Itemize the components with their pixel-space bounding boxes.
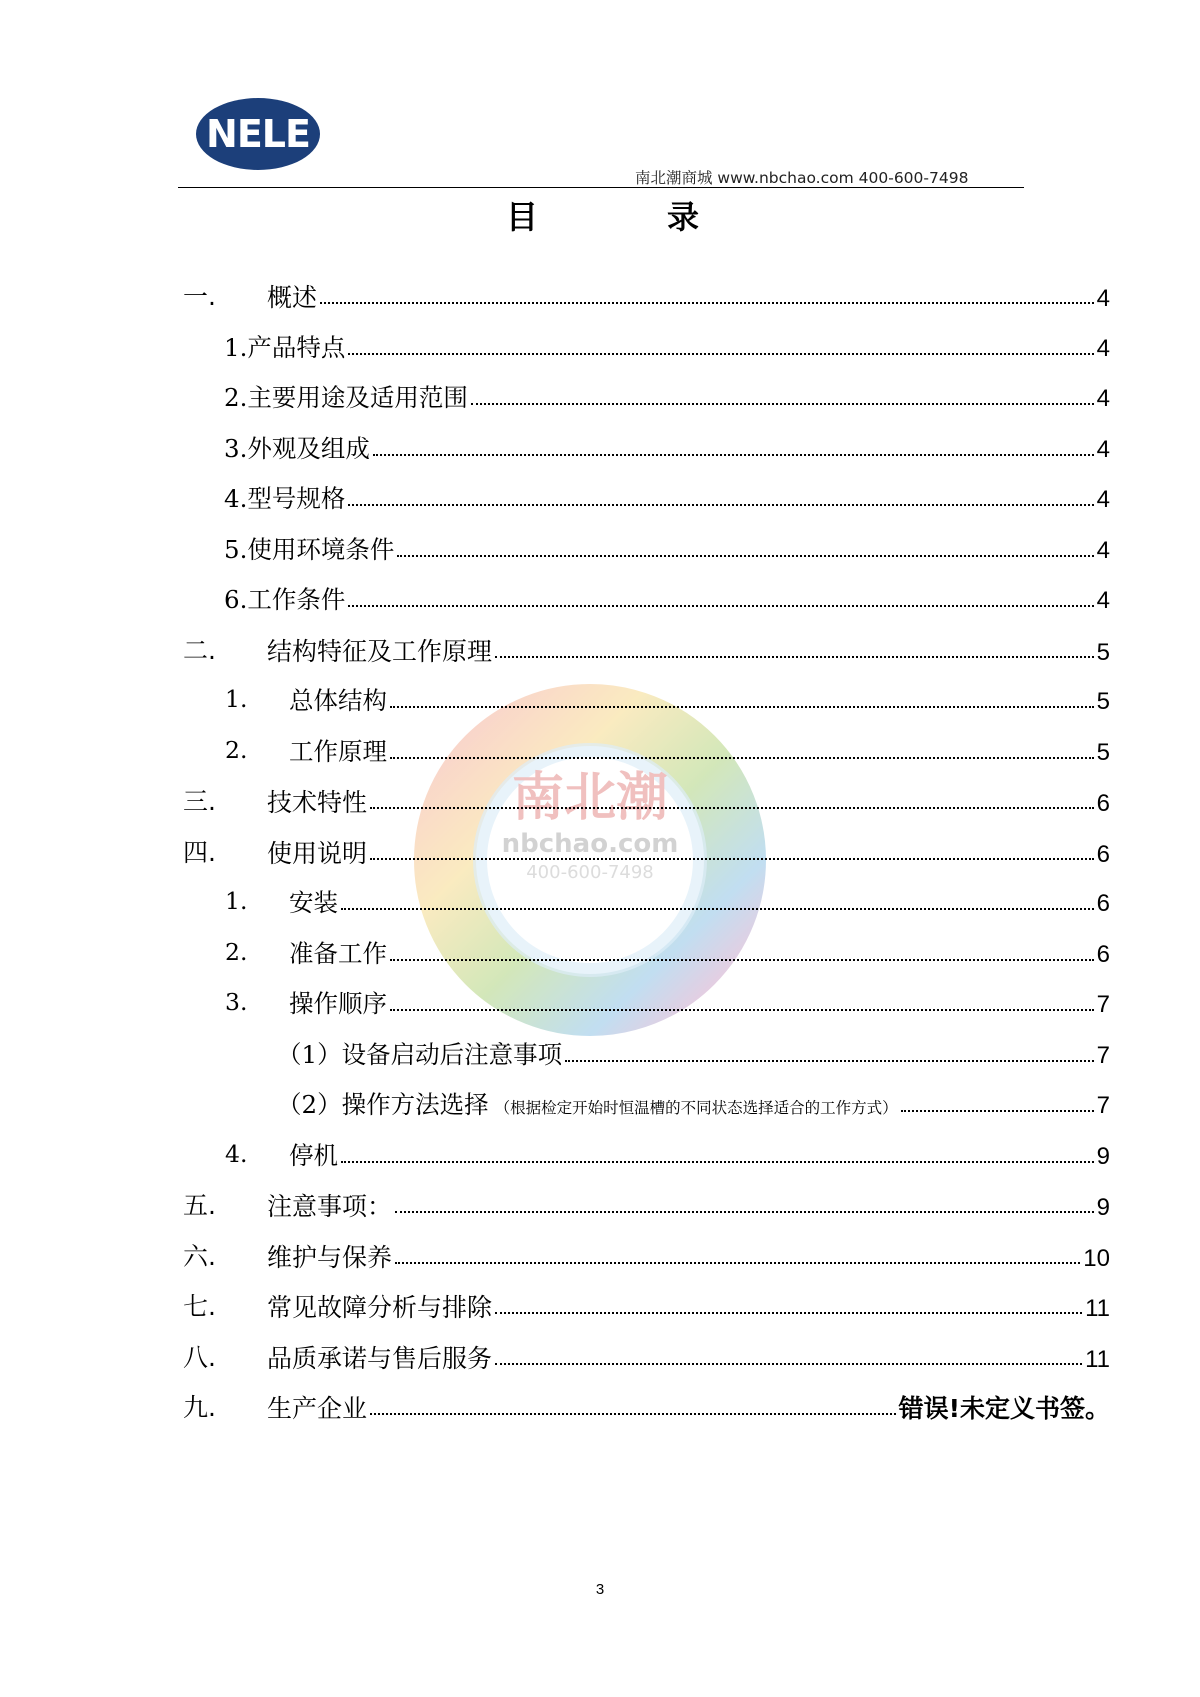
toc-page-number: 9 [1096, 1194, 1110, 1222]
toc-entry[interactable] [183, 1129, 1110, 1180]
toc-dot-leader [901, 1110, 1094, 1112]
toc-dot-leader [471, 403, 1094, 405]
toc-entry-number: 1. [225, 685, 248, 714]
toc-dot-leader [390, 1009, 1094, 1011]
toc-entry-label: 安装 [289, 888, 338, 918]
toc-entry-body [277, 1036, 1110, 1070]
toc-entry-label: 维护与保养 [267, 1242, 393, 1272]
toc-page-number: 11 [1085, 1345, 1110, 1373]
toc-entry-label: （1）设备启动后注意事项 [277, 1039, 563, 1069]
toc-error-text: 错误!未定义书签。 [898, 1394, 1110, 1424]
toc-entry-label: 生产企业 [267, 1394, 368, 1424]
toc-entry[interactable] [183, 1381, 1110, 1432]
toc-entry-body [224, 379, 1110, 413]
toc-entry-body [289, 682, 1110, 716]
toc-entry-number: 五. [183, 1191, 216, 1221]
toc-entry[interactable] [183, 1280, 1110, 1331]
toc-entry[interactable] [183, 1230, 1110, 1281]
toc-entry[interactable] [183, 775, 1110, 826]
toc-dot-leader [348, 504, 1093, 506]
toc-entry-body [267, 278, 1110, 312]
toc-entry[interactable] [183, 876, 1110, 927]
toc-entry[interactable] [183, 624, 1110, 675]
title-char-2: 录 [667, 198, 700, 236]
toc-entry[interactable] [183, 725, 1110, 776]
toc-entry-number: 九. [183, 1393, 216, 1423]
toc-dot-leader [320, 302, 1094, 304]
toc-entry-label: 操作顺序 [289, 989, 387, 1019]
toc-entry-label: 结构特征及工作原理 [267, 636, 493, 666]
toc-page-number: 4 [1096, 587, 1110, 615]
toc-entry-note: （根据检定开始时恒温槽的不同状态选择适合的工作方式） [494, 1099, 898, 1118]
watermark-site: nbchao.com [501, 829, 679, 859]
toc-entry-label: 准备工作 [289, 938, 387, 968]
toc-entry-label: （2）操作方法选择 [277, 1090, 489, 1120]
toc-entry[interactable] [183, 422, 1110, 473]
toc-entry-body [289, 733, 1110, 767]
toc-entry-body [277, 1086, 1110, 1120]
toc-entry-label: 品质承诺与售后服务 [267, 1343, 493, 1373]
toc-entry-body [289, 935, 1110, 969]
toc-page-number: 5 [1096, 738, 1110, 766]
toc-entry[interactable] [183, 1179, 1110, 1230]
toc-page-number: 6 [1096, 790, 1110, 818]
watermark-phone: 400-600-7498 [526, 862, 654, 883]
toc-dot-leader [373, 454, 1094, 456]
toc-entry[interactable] [183, 927, 1110, 978]
toc-dot-leader [390, 757, 1094, 759]
toc-dot-leader [348, 605, 1093, 607]
toc-dot-leader [348, 353, 1093, 355]
toc-dot-leader [390, 959, 1094, 961]
toc-entry-body [289, 985, 1110, 1019]
toc-page-number: 6 [1096, 840, 1110, 868]
toc-entry-body [267, 632, 1110, 666]
toc-entry[interactable] [183, 472, 1110, 523]
toc-entry[interactable] [183, 1078, 1110, 1129]
toc-entry-label: 工作原理 [289, 736, 387, 766]
toc-entry-number: 3. [225, 988, 248, 1017]
toc-entry-number: 六. [183, 1241, 216, 1271]
toc-entry-body [267, 1339, 1110, 1373]
header-note: 南北潮商城 www.nbchao.com 400-600-7498 [635, 169, 969, 187]
toc-entry-number: 2. [225, 735, 248, 764]
toc-entry-label: 概述 [267, 283, 318, 313]
toc-dot-leader [395, 1211, 1094, 1213]
toc-page-number: 11 [1085, 1295, 1110, 1323]
toc-entry[interactable] [183, 826, 1110, 877]
toc-entry-label: 使用说明 [267, 838, 368, 868]
toc-dot-leader [370, 1413, 896, 1415]
toc-entry-label: 1.产品特点 [224, 332, 346, 362]
toc-dot-leader [341, 908, 1094, 910]
toc-page-number: 7 [1096, 1092, 1110, 1120]
toc-entry-label: 5.使用环境条件 [224, 534, 395, 564]
toc-entry-label: 3.外观及组成 [224, 433, 370, 463]
toc-page-number: 4 [1096, 385, 1110, 413]
toc-entry-number: 4. [225, 1139, 248, 1168]
toc-dot-leader [390, 706, 1094, 708]
toc-page-number: 7 [1096, 991, 1110, 1019]
nele-logo [195, 97, 321, 171]
toc-entry-number: 一. [183, 282, 216, 312]
toc-page-number: 4 [1096, 486, 1110, 514]
toc-page-number: 10 [1083, 1244, 1110, 1272]
toc-entry-body [267, 1288, 1110, 1322]
toc-entry-body [224, 430, 1110, 464]
toc-entry-number: 1. [225, 887, 248, 916]
toc-entry-label: 总体结构 [289, 686, 387, 716]
toc-dot-leader [495, 656, 1094, 658]
toc-dot-leader [495, 1363, 1082, 1365]
toc-dot-leader [565, 1060, 1094, 1062]
header-divider [178, 187, 1024, 188]
toc-entry[interactable] [183, 674, 1110, 725]
toc-entry-body [224, 531, 1110, 565]
toc-entry-number: 八. [183, 1342, 216, 1372]
toc-page-number: 5 [1096, 688, 1110, 716]
toc-entry-number: 七. [183, 1292, 216, 1322]
toc-entry[interactable] [183, 371, 1110, 422]
logo-ellipse [195, 97, 321, 171]
toc-entry[interactable] [183, 1028, 1110, 1079]
toc-entry-body [267, 1238, 1110, 1272]
toc-entry[interactable] [183, 573, 1110, 624]
toc-page-number: 4 [1096, 435, 1110, 463]
toc-page-number: 6 [1096, 890, 1110, 918]
toc-entry-label: 4.型号规格 [224, 484, 346, 514]
toc-page-number: 6 [1096, 940, 1110, 968]
toc-entry[interactable] [183, 321, 1110, 372]
toc-entry-number: 二. [183, 635, 216, 665]
page-title [0, 192, 1200, 238]
toc-entry-number: 四. [183, 837, 216, 867]
toc-page-number: 5 [1096, 638, 1110, 666]
toc-entry-label: 2.主要用途及适用范围 [224, 383, 468, 413]
toc-entry-label: 技术特性 [267, 788, 368, 818]
toc-entry[interactable] [183, 523, 1110, 574]
toc-dot-leader [397, 555, 1093, 557]
toc-dot-leader [395, 1262, 1080, 1264]
toc-entry-label: 停机 [289, 1140, 338, 1170]
table-of-contents [183, 270, 1110, 1432]
toc-page-number: 4 [1096, 536, 1110, 564]
title-char-1: 目 [506, 198, 539, 236]
toc-entry[interactable] [183, 270, 1110, 321]
toc-entry-body [224, 581, 1110, 615]
toc-entry-label: 6.工作条件 [224, 585, 346, 615]
toc-dot-leader [341, 1161, 1094, 1163]
toc-page-number: 4 [1096, 285, 1110, 313]
toc-entry-number: 2. [225, 937, 248, 966]
page-number: 3 [595, 1581, 605, 1598]
watermark-chinese: 南北潮 [511, 767, 669, 828]
toc-entry-body [289, 884, 1110, 918]
toc-entry[interactable] [183, 1331, 1110, 1382]
toc-page-number: 7 [1096, 1041, 1110, 1069]
logo-text: NELE [206, 112, 310, 156]
toc-dot-leader [370, 807, 1094, 809]
toc-dot-leader [370, 858, 1094, 860]
toc-entry-body [267, 783, 1110, 817]
toc-dot-leader [495, 1312, 1082, 1314]
toc-entry-label: 常见故障分析与排除 [267, 1293, 493, 1323]
toc-entry-body [289, 1137, 1110, 1171]
toc-entry[interactable] [183, 977, 1110, 1028]
toc-entry-body [267, 1389, 1110, 1423]
toc-entry-body [224, 480, 1110, 514]
toc-entry-number: 三. [183, 787, 216, 817]
toc-page-number: 4 [1096, 334, 1110, 362]
toc-entry-body [267, 834, 1110, 868]
toc-entry-body [267, 1187, 1110, 1221]
toc-entry-label: 注意事项： [267, 1192, 393, 1222]
toc-page-number: 9 [1096, 1142, 1110, 1170]
toc-entry-body [224, 329, 1110, 363]
